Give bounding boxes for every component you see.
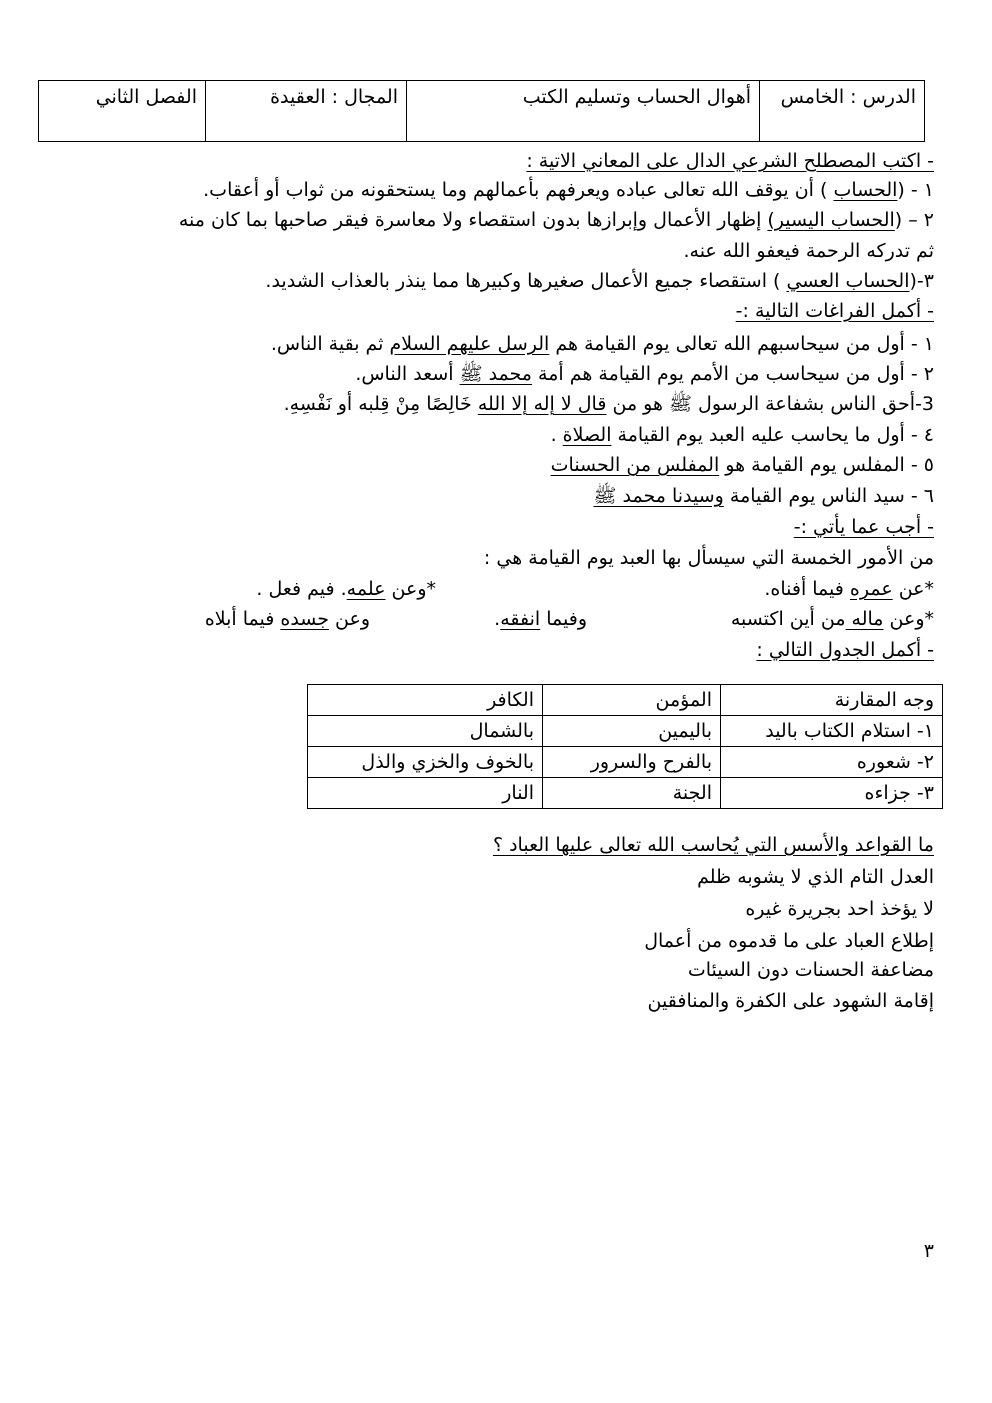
section3-row2-c: وعن جسده فيما أبلاه — [204, 608, 370, 630]
section3-row2-a: *وعن ماله من أين اكتسبه — [730, 608, 934, 630]
comparison-table — [307, 684, 943, 809]
table-row — [308, 747, 943, 778]
table-header-cell: المؤمن — [543, 685, 721, 716]
table-cell: ١- استلام الكتاب باليد — [721, 716, 943, 747]
page-number: ٣ — [923, 1240, 934, 1262]
section2-item-1: ١ - أول من سيحاسبهم الله تعالى يوم القيامة هم الرسل عليهم السلام ثم بقية الناس. — [270, 333, 934, 355]
section1-item-2-continuation: ثم تدركه الرحمة فيعفو الله عنه. — [683, 240, 934, 262]
table-cell: باليمين — [543, 716, 721, 747]
table-cell: بالفرح والسرور — [543, 747, 721, 778]
section3-question: من الأمور الخمسة التي سيسأل بها العبد يوم القيامة هي : — [483, 547, 934, 569]
table-cell: ٣- جزاءه — [721, 778, 943, 809]
fill-answer: وسيدنا محمد ﷺ — [593, 485, 724, 507]
section2-item-3: 3-أحق الناس بشفاعة الرسول ﷺ هو من قال لا إله إلا الله خَالِصًا مِنْ قِلبه أو نَفْسِهِ. — [283, 393, 934, 415]
fill-answer: المفلس من الحسنات — [550, 454, 720, 476]
table-cell: ٢- شعوره — [721, 747, 943, 778]
lesson-cell: الدرس : الخامس — [760, 81, 925, 142]
table-header-row — [308, 685, 943, 716]
header-table — [38, 80, 925, 142]
section2-heading: - أكمل الفراغات التالية :- — [735, 300, 934, 322]
table-cell: الجنة — [543, 778, 721, 809]
section5-answer-1: العدل التام الذي لا يشوبه ظلم — [697, 866, 934, 888]
answer-term: الحساب — [833, 179, 898, 201]
table-header-cell: وجه المقارنة — [721, 685, 943, 716]
fill-answer: الرسل عليهم السلام — [389, 333, 550, 355]
table-row — [308, 778, 943, 809]
table-cell: بالشمال — [308, 716, 543, 747]
section1-item-3: ٣-(الحساب العسي ) استقصاء جميع الأعمال صغيرها وكبيرها مما ينذر بالعذاب الشديد. — [265, 270, 934, 292]
section3-heading: - أجب عما يأتي :- — [793, 516, 934, 538]
table-header-cell: الكافر — [308, 685, 543, 716]
section5-answer-4: مضاعفة الحسنات دون السيئات — [687, 959, 934, 981]
fill-answer: انفقه — [500, 608, 541, 630]
section2-item-6: ٦ - سيد الناس يوم القيامة وسيدنا محمد ﷺ — [593, 485, 934, 507]
fill-answer: علمه — [346, 578, 386, 600]
section1-item-2: ٢ – (الحساب اليسير) إظهار الأعمال وإبرازها بدون استقصاء ولا معاسرة فيقر صاحبها بما كان منه — [178, 209, 934, 231]
table-cell: بالخوف والخزي والذل — [308, 747, 543, 778]
section2-item-2: ٢ - أول من سيحاسب من الأمم يوم القيامة هم أمة محمد ﷺ أسعد الناس. — [355, 363, 934, 385]
section5-question: ما القواعد والأسس التي يُحاسب الله تعالى عليها العباد ؟ — [492, 834, 934, 856]
section5-answer-3: إطلاع العباد على ما قدموه من أعمال — [644, 930, 934, 952]
section3-row1-b: *وعن علمه. فيم فعل . — [256, 578, 436, 600]
field-cell: المجال : العقيدة — [206, 81, 407, 142]
section3-row1-a: *عن عمره فيما أفناه. — [764, 578, 934, 600]
semester-cell: الفصل الثاني — [39, 81, 206, 142]
table-row — [308, 716, 943, 747]
fill-answer: الصلاة — [562, 424, 612, 446]
section2-item-4: ٤ - أول ما يحاسب عليه العبد يوم القيامة الصلاة . — [550, 424, 934, 446]
section4-heading: - أكمل الجدول التالي : — [756, 639, 934, 661]
section3-row2-b: وفيما انفقه. — [494, 608, 587, 630]
section2-item-5: ٥ - المفلس يوم القيامة هو المفلس من الحسنات — [550, 454, 934, 476]
fill-answer: جسده — [280, 608, 329, 630]
fill-answer: محمد ﷺ — [459, 363, 532, 385]
fill-answer: عمره — [849, 578, 893, 600]
fill-answer: ماله — [845, 608, 884, 630]
section1-heading: - اكتب المصطلح الشرعي الدال على المعاني الاتية : — [526, 150, 934, 172]
lesson-title-cell: أهوال الحساب وتسليم الكتب — [407, 81, 760, 142]
fill-answer: قال لا إله إلا الله — [477, 393, 607, 415]
answer-term: الحساب العسي — [786, 270, 910, 292]
answer-term: الحساب اليسير) — [767, 209, 895, 231]
section1-item-1: ١ - (الحساب ) أن يوقف الله تعالى عباده ويعرفهم بأعمالهم وما يستحقونه من ثواب أو أعقاب. — [203, 179, 934, 201]
table-cell: النار — [308, 778, 543, 809]
section5-answer-5: إقامة الشهود على الكفرة والمنافقين — [647, 990, 934, 1012]
section5-answer-2: لا يؤخذ احد بجريرة غيره — [745, 898, 934, 920]
